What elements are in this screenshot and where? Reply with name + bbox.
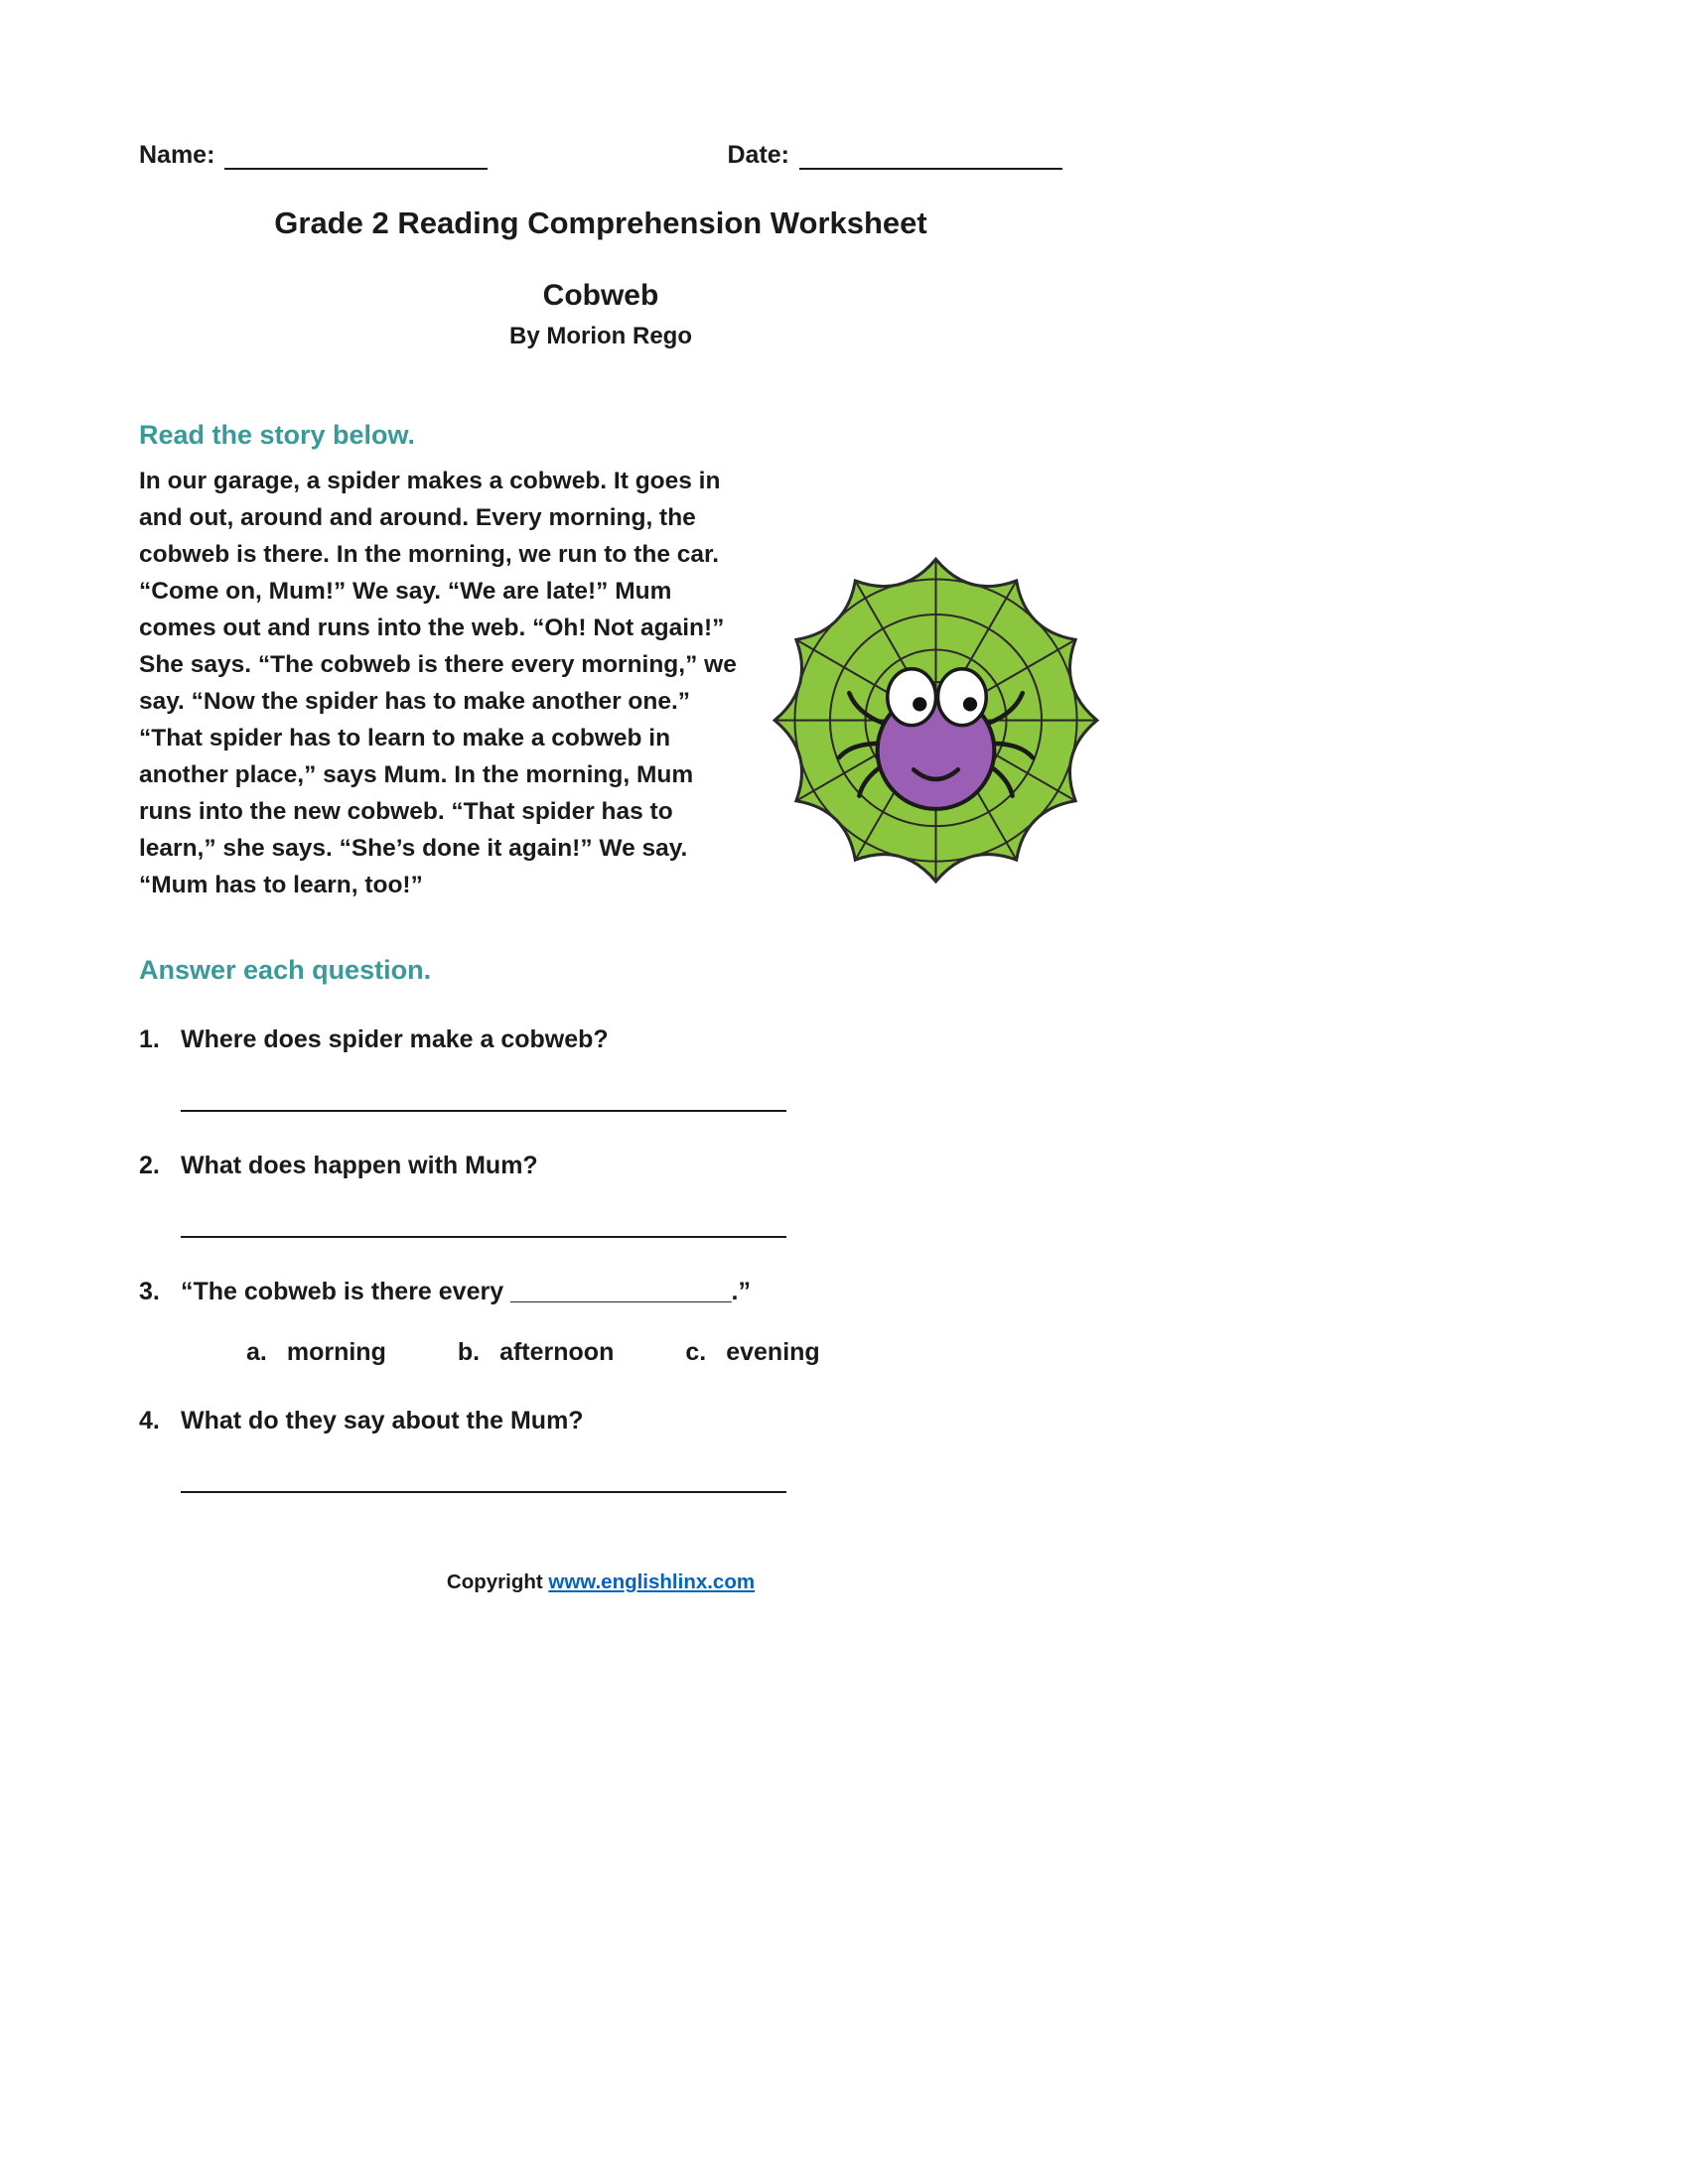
story-section: [139, 463, 1062, 903]
option-c-letter: c.: [685, 1338, 707, 1366]
question-3-text: “The cobweb is there every ________________.”: [181, 1278, 751, 1305]
option-a-text: morning: [286, 1338, 386, 1366]
question-2-number: 2.: [139, 1152, 160, 1179]
story-text: In our garage, a spider makes a cobweb. It goes in and out, around and around. Every morning, the cobweb is there. In the morning, we run to the car. “Come on, Mum!” We say. “We are late!” Mum comes out and runs into the web. “Oh! Not again!” She says. “The cobweb is there every morning,” we say. “Now the spider has to make another one.” “That spider has to learn to make a cobweb in another place,” says Mum. In the morning, Mum runs into the new cobweb. “That spider has to learn,” she says. “She’s done it again!” We say. “Mum has to learn, too!”: [139, 468, 737, 898]
read-story-instruction: Read the story below.: [139, 420, 416, 450]
story-author: By Morion Rego: [509, 323, 692, 349]
question-3-number: 3.: [139, 1278, 160, 1305]
question-3: [139, 1278, 1062, 1306]
page-title: Grade 2 Reading Comprehension Worksheet: [274, 205, 927, 240]
name-field-group: [139, 141, 488, 170]
option-b: [458, 1338, 615, 1367]
spider-cobweb-icon: [765, 544, 1107, 887]
question-2-answer-line: [181, 1236, 786, 1238]
date-label: Date:: [727, 141, 789, 169]
question-1-number: 1.: [139, 1025, 160, 1053]
question-1-answer-line: [181, 1110, 786, 1112]
question-3-options: [246, 1338, 1062, 1367]
copyright-label: Copyright: [446, 1570, 543, 1593]
name-date-row: [139, 141, 1062, 170]
question-4: [139, 1407, 1062, 1435]
worksheet-page: [0, 0, 1062, 1594]
question-1: [139, 1025, 1062, 1054]
englishlinx-link[interactable]: www.englishlinx.com: [548, 1570, 756, 1593]
option-c-text: evening: [726, 1338, 820, 1366]
name-label: Name:: [139, 141, 215, 169]
question-2: [139, 1152, 1062, 1180]
question-4-answer-line: [181, 1491, 786, 1493]
question-2-text: What does happen with Mum?: [181, 1152, 538, 1179]
answer-questions-instruction: Answer each question.: [139, 955, 432, 985]
name-blank-line: [224, 143, 488, 170]
option-b-text: afternoon: [499, 1338, 615, 1366]
date-field-group: [727, 141, 1062, 170]
option-a-letter: a.: [246, 1338, 267, 1366]
option-b-letter: b.: [457, 1338, 481, 1366]
story-title: Cobweb: [542, 279, 659, 312]
question-4-text: What do they say about the Mum?: [181, 1407, 584, 1434]
date-blank-line: [799, 143, 1062, 170]
option-c: [685, 1338, 819, 1367]
spider-cobweb-illustration: [765, 544, 1107, 887]
question-1-text: Where does spider make a cobweb?: [181, 1025, 609, 1053]
question-4-number: 4.: [139, 1407, 160, 1434]
option-a: [246, 1338, 386, 1367]
footer: [139, 1570, 1062, 1594]
